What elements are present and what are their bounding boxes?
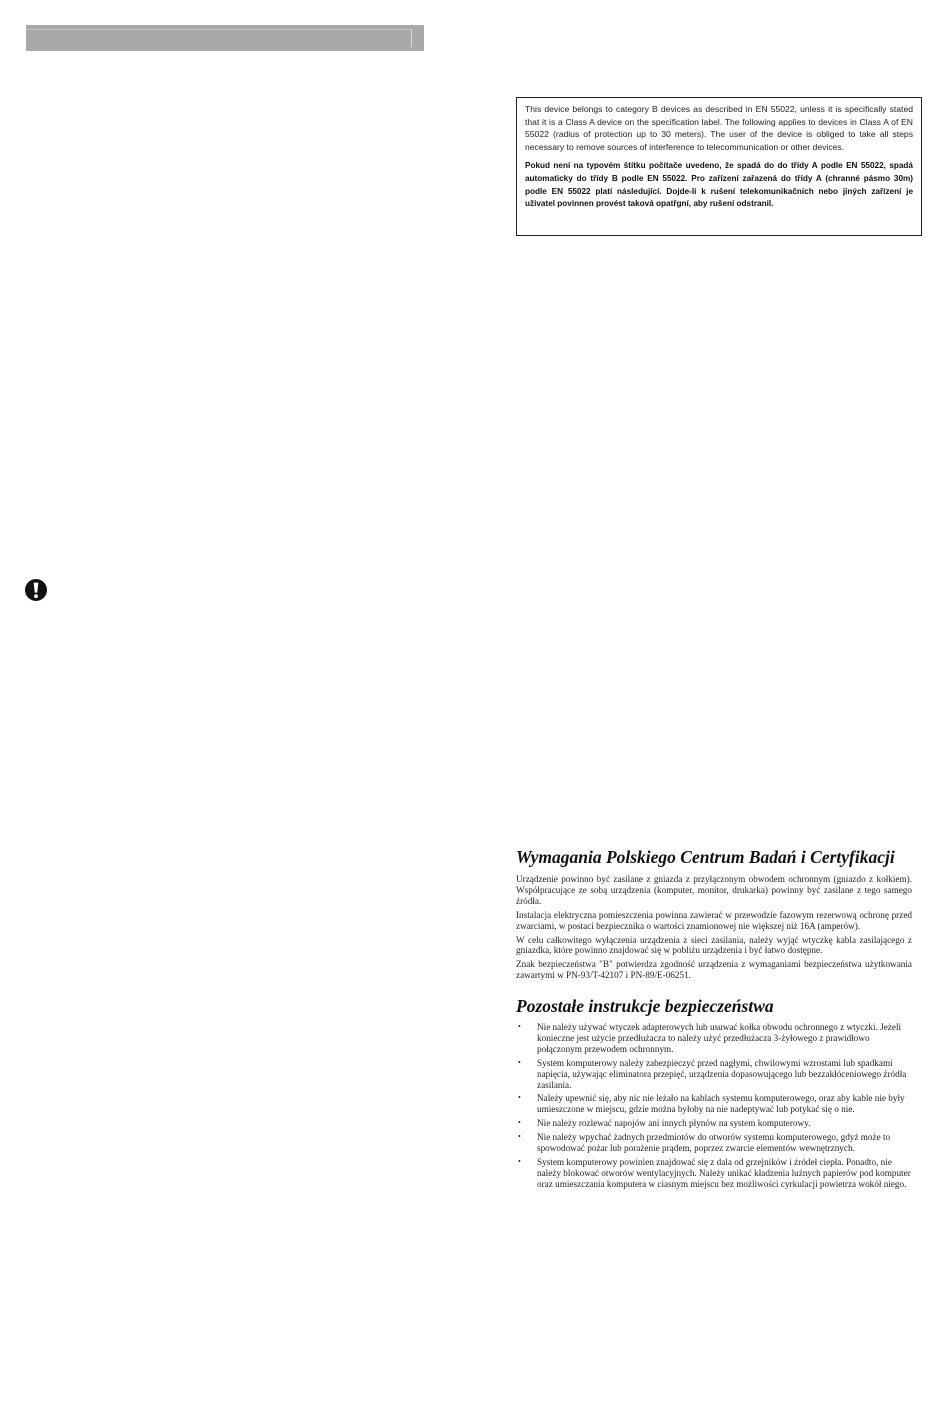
list-item <box>516 1157 912 1190</box>
emc-notice-box <box>516 97 922 236</box>
emc-notice-czech: Pokud není na typovém štítku počítače uvedeno, že spadá do do třídy A podle EN 55022, spadá automaticky do třídy B podle EN 55022. Pro zařízení zařazená do třídy A (chranné pásmo 30m) podle EN 55022 platí následující. Dojde-li k rušení telekomunikačních nebo jiných zařízení je uživatel povinnen provést taková opatřgní, aby rušení odstranil. <box>525 161 913 209</box>
list-item-text: Nie należy używać wtyczek adapterowych lub usuwać kołka obwodu ochronnego z wtyczki. Jeżeli konieczne jest użycie przedłużacza to należy użyć przedłużacza 3-żyłowego z prawidłowo połączonym przewodem ochronnym. <box>537 1022 902 1054</box>
pcbc-requirements-section <box>516 847 912 981</box>
bullet-icon: • <box>518 1156 521 1166</box>
list-item-text: Nie należy wpychać żadnych przedmiotów do otworów systemu komputerowego, gdyż może to spowodować pożar lub porażenie prądem, poprzez zwarcie elementów wewnętrznych. <box>537 1132 891 1154</box>
pcbc-paragraph: Instalacja elektryczna pomieszczenia powinna zawierać w przewodzie fazowym rezerwową ochronę przed zwarciami, w postaci bezpiecznika o wartości znamionowej nie większej niż 16A (amperów). <box>516 909 912 931</box>
header-bar-divider-vertical <box>411 29 412 47</box>
list-item-text: System komputerowy należy zabezpieczyć przed nagłymi, chwilowymi wzrostami lub spadkami napięcia, używając eliminatora przepięć, urządzenia dopasowującego lub bezzakłóceniowego źródła zasilania. <box>537 1057 907 1090</box>
emc-notice-english: This device belongs to category B devices as described in EN 55022, unless it is specifically stated that it is a Class A device on the specification label. The following applies to devices in Class A of EN 55022 (radius of protection up to 30 meters). The user of the device is obliged to take all steps necessary to remove sources of interference to telecommunication or other devices. <box>525 104 913 152</box>
safety-instructions-list <box>516 1022 912 1190</box>
exclamation-warning-icon <box>24 578 48 602</box>
list-item <box>516 1118 912 1129</box>
safety-section-title: Pozostałe instrukcje bezpieczeństwa <box>516 996 774 1016</box>
list-item-text: Nie należy rozlewać napojów ani innych płynów na system komputerowy. <box>537 1118 811 1129</box>
header-bar <box>26 25 424 51</box>
bullet-icon: • <box>518 1022 521 1031</box>
list-item <box>516 1022 912 1055</box>
bullet-icon: • <box>518 1057 521 1067</box>
other-safety-instructions-section <box>516 996 912 1193</box>
list-item <box>516 1058 912 1091</box>
bullet-icon: • <box>518 1118 521 1128</box>
pcbc-paragraph: W celu całkowitego wyłączenia urządzenia z sieci zasilania, należy wyjąć wtyczkę kabla zasilającego z gniazdka, które powinno znajdować się w pobliżu urządzenia i być łatwo dostępne. <box>516 934 912 956</box>
list-item-text: System komputerowy powinien znajdować się z dala od grzejników i źródeł ciepła. Ponadto, nie należy blokować otworów wentylacyjnych. Należy unikać kładzenia luźnych papierów pod komputer oraz umieszczania komputera w ciasnym miejscu bez możliwości cyrkulacji powietrza wokół niego. <box>537 1156 911 1189</box>
pcbc-paragraph: Znak bezpieczeństwa "B" potwierdza zgodność urządzenia z wymaganiami bezpieczeństwa użytkowania zawartymi w PN-93/T-42107 i PN-89/E-06251. <box>516 959 912 981</box>
list-item <box>516 1132 912 1154</box>
list-item-text: Należy upewnić się, aby nic nie leżało na kablach systemu komputerowego, oraz aby kable nie były umieszczone w miejscu, gdzie można byłoby na nie nadeptywać lub potykać się o nie. <box>537 1093 905 1115</box>
header-bar-divider-horizontal <box>26 29 412 30</box>
list-item <box>516 1093 912 1115</box>
pcbc-paragraph: Urządzenie powinno być zasilane z gniazda z przyłączonym obwodem ochronnym (gniazdo z kołkiem). Współpracujące ze sobą urządzenia (komputer, monitor, drukarka) powinny być zasilane z tego samego źródła. <box>516 874 912 906</box>
pcbc-section-title: Wymagania Polskiego Centrum Badań i Certyfikacji <box>516 847 895 867</box>
bullet-icon: • <box>518 1093 521 1103</box>
bullet-icon: • <box>518 1132 521 1142</box>
